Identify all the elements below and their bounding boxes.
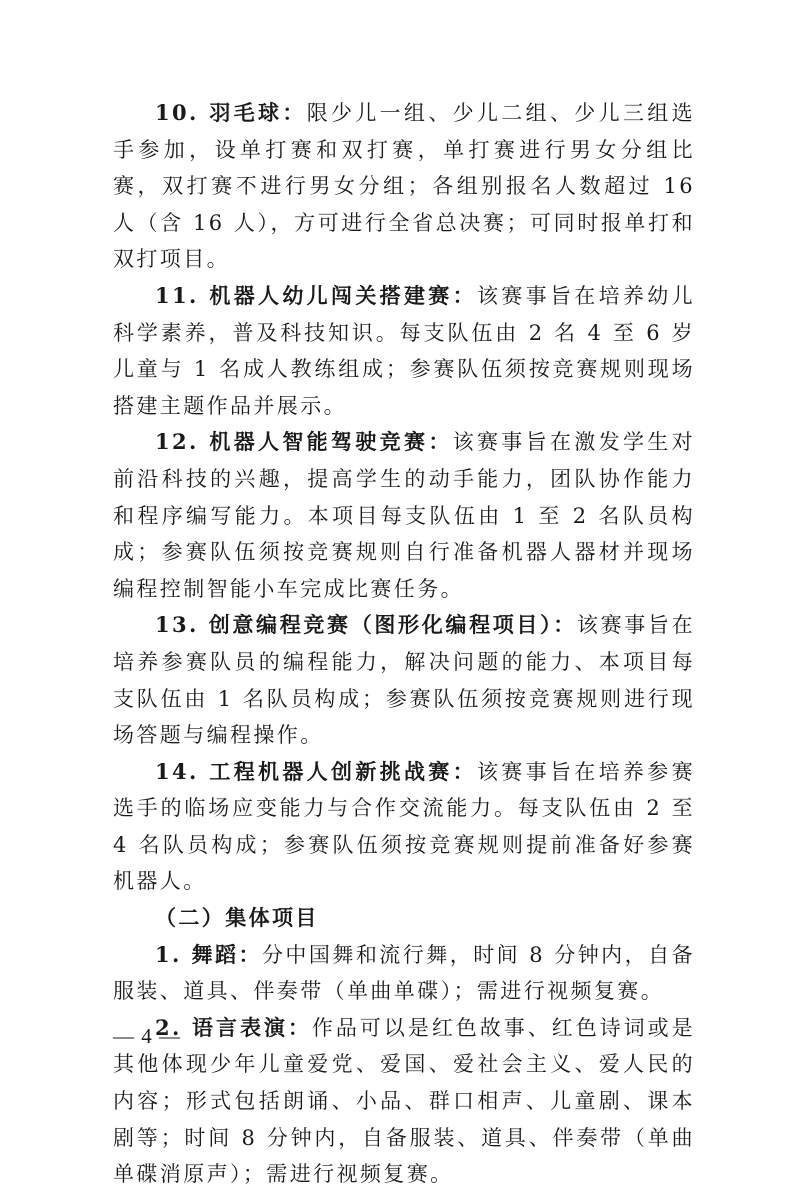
item-12-body: 该赛事旨在激发学生对前沿科技的兴趣，提高学生的动手能力，团队协作能力和程序编写能力。本项目每支队伍由 1 至 2 名队员构成；参赛队伍须按竞赛规则自行准备机器人器材并现场编程控制智能小车完成比赛任务。 (113, 430, 696, 601)
section-heading-group-events: （二）集体项目 (155, 905, 319, 931)
group-item-1-title: 1. 舞蹈： (155, 941, 262, 967)
item-14-engineering-robot (113, 754, 695, 900)
group-item-2-body: 作品可以是红色故事、红色诗词或是其他体现少年儿童爱党、爱国、爱社会主义、爱人民的内容；形式包括朗诵、小品、群口相声、儿童剧、课本剧等；时间 8 分钟内，自备服装、道具、伴奏带（单曲单碟消原声）；需进行视频复赛。 (113, 1015, 696, 1187)
item-14-body: 该赛事旨在培养参赛选手的临场应变能力与合作交流能力。每支队伍由 2 至 4 名队员构成；参赛队伍须按竞赛规则提前准备好参赛机器人。 (113, 759, 695, 894)
document-page (113, 95, 695, 1193)
item-11-body: 该赛事旨在培养幼儿科学素养，普及科技知识。每支队伍由 2 名 4 至 6 岁儿童与 1 名成人教练组成；参赛队伍须按竞赛规则现场搭建主题作品并展示。 (113, 283, 695, 418)
group-item-2-language-performance (113, 1010, 695, 1193)
group-item-1-dance (113, 937, 695, 1010)
item-10-title: 10. 羽毛球： (155, 100, 307, 125)
item-12-robot-smart-driving (113, 424, 695, 607)
item-10-body: 限少儿一组、少儿二组、少儿三组选手参加，设单打赛和双打赛，单打赛进行男女分组比赛，双打赛不进行男女分组；各组别报名人数超过 16 人（含 16 人），方可进行全省总决赛；可同时报单打和双打项目。 (113, 101, 695, 272)
item-10-badminton (113, 95, 695, 278)
item-14-title: 14. 工程机器人创新挑战赛： (155, 758, 477, 784)
item-13-title: 13. 创意编程竞赛（图形化编程项目）： (155, 612, 577, 638)
item-13-creative-programming (113, 607, 695, 753)
item-11-title: 11. 机器人幼儿闯关搭建赛： (155, 282, 477, 308)
item-12-title: 12. 机器人智能驾驶竞赛： (155, 429, 453, 455)
group-item-2-title: 2. 语言表演： (155, 1014, 312, 1040)
page-number: — 4 — (113, 1024, 181, 1048)
item-11-robot-kids-building (113, 278, 695, 424)
group-item-1-body: 分中国舞和流行舞，时间 8 分钟内，自备服装、道具、伴奏带（单曲单碟）；需进行视频复赛。 (113, 942, 695, 1004)
item-13-body: 该赛事旨在培养参赛队员的编程能力，解决问题的能力、本项目每支队伍由 1 名队员构成；参赛队伍须按竞赛规则进行现场答题与编程操作。 (113, 613, 695, 748)
